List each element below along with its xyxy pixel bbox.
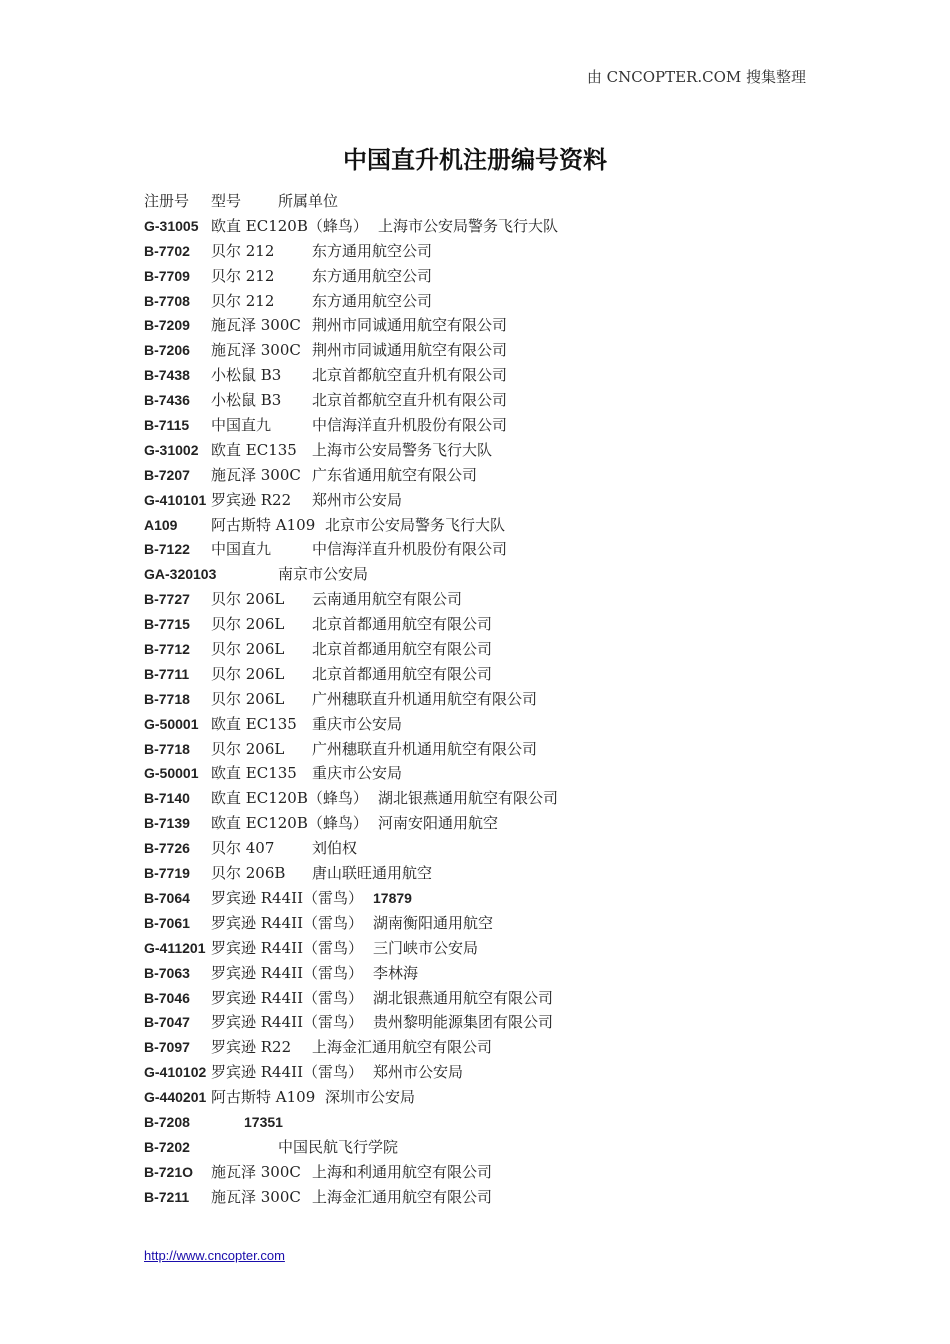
owner-unit: 上海和利通用航空有限公司 <box>312 1162 493 1181</box>
owner-unit: 湖北银燕通用航空有限公司 <box>373 988 554 1007</box>
table-row <box>144 537 824 562</box>
registration-number: B-7702 <box>144 242 190 259</box>
model-name: 阿古斯特 A109 <box>211 1088 316 1107</box>
model-name: 贝尔 407 <box>211 839 275 858</box>
model-name: 罗宾逊 R44II（雷鸟） <box>211 888 364 907</box>
table-row <box>144 861 824 886</box>
registration-number: B-7097 <box>144 1039 190 1056</box>
registration-number: G-31002 <box>144 441 199 458</box>
model-name: 罗宾逊 R22 <box>211 1038 292 1057</box>
owner-unit: 北京首都航空直升机有限公司 <box>312 391 508 410</box>
registration-number: GA-320103 <box>144 566 217 583</box>
column-header-unit: 所属单位 <box>278 192 339 210</box>
table-row <box>144 1010 824 1035</box>
model-name: 罗宾逊 R44II（雷鸟） <box>211 963 364 982</box>
model-name: 贝尔 206L <box>211 615 285 634</box>
owner-unit: 17879 <box>373 889 412 906</box>
owner-unit: 三门峡市公安局 <box>373 938 479 957</box>
model-name: 欧直 EC135 <box>211 714 297 733</box>
registration-number: G-410102 <box>144 1064 207 1081</box>
registration-number: B-7207 <box>144 466 190 483</box>
registration-rows <box>144 214 824 1210</box>
registration-number: G-440201 <box>144 1089 207 1106</box>
model-name: 施瓦泽 300C <box>211 1162 301 1181</box>
table-row <box>144 587 824 612</box>
owner-unit: 东方通用航空公司 <box>312 291 433 310</box>
model-name: 罗宾逊 R22 <box>211 490 292 509</box>
owner-unit: 上海市公安局警务飞行大队 <box>312 440 493 459</box>
model-name: 罗宾逊 R44II（雷鸟） <box>211 988 364 1007</box>
registration-number: B-7436 <box>144 392 190 409</box>
model-name: 贝尔 206B <box>211 864 286 883</box>
registration-number: B-7715 <box>144 616 190 633</box>
owner-unit: 刘伯权 <box>312 839 358 858</box>
table-row <box>144 737 824 762</box>
model-name: 欧直 EC135 <box>211 764 297 783</box>
model-name: 贝尔 212 <box>211 266 275 285</box>
table-row <box>144 712 824 737</box>
model-name: 罗宾逊 R44II（雷鸟） <box>211 1013 364 1032</box>
model-name: 欧直 EC135 <box>211 440 297 459</box>
registration-number: B-7709 <box>144 267 190 284</box>
registration-number: B-7139 <box>144 815 190 832</box>
registration-number: G-411201 <box>144 939 206 956</box>
owner-unit: 重庆市公安局 <box>312 714 403 733</box>
table-row <box>144 612 824 637</box>
registration-number: B-7208 <box>144 1113 190 1130</box>
registration-number: B-7063 <box>144 964 190 981</box>
registration-number: B-7140 <box>144 790 190 807</box>
owner-unit: 广东省通用航空有限公司 <box>312 465 478 484</box>
owner-unit: 荆州市同诚通用航空有限公司 <box>312 316 508 335</box>
owner-unit: 广州穗联直升机通用航空有限公司 <box>312 689 538 708</box>
model-name: 欧直 EC120B（蜂鸟） <box>211 814 368 833</box>
table-row <box>144 1085 824 1110</box>
table-row <box>144 1185 824 1210</box>
owner-unit: 上海市公安局警务飞行大队 <box>378 216 559 235</box>
owner-unit: 东方通用航空公司 <box>312 241 433 260</box>
registration-number: B-7122 <box>144 541 190 558</box>
table-row <box>144 786 824 811</box>
model-name: 小松鼠 B3 <box>211 391 282 410</box>
model-name: 罗宾逊 R44II（雷鸟） <box>211 913 364 932</box>
model-name: 欧直 EC120B（蜂鸟） <box>211 789 368 808</box>
column-header-reg: 注册号 <box>144 192 190 210</box>
table-row <box>144 811 824 836</box>
document-title: 中国直升机注册编号资料 <box>343 146 607 174</box>
table-row <box>144 413 824 438</box>
column-header-model: 型号 <box>211 192 242 210</box>
model-name: 贝尔 212 <box>211 241 275 260</box>
owner-unit: 中国民航飞行学院 <box>278 1137 399 1156</box>
registration-number: B-7047 <box>144 1014 190 1031</box>
owner-unit: 北京首都航空直升机有限公司 <box>312 366 508 385</box>
table-row <box>144 836 824 861</box>
registration-number: B-7115 <box>144 417 190 434</box>
owner-unit: 贵州黎明能源集团有限公司 <box>373 1013 554 1032</box>
owner-unit: 李林海 <box>373 963 419 982</box>
registration-number: B-7708 <box>144 292 190 309</box>
registration-number: B-7718 <box>144 740 190 757</box>
owner-unit: 中信海洋直升机股份有限公司 <box>312 416 508 435</box>
owner-unit: 北京首都通用航空有限公司 <box>312 640 493 659</box>
owner-unit: 南京市公安局 <box>278 565 369 584</box>
registration-number: B-7061 <box>144 914 190 931</box>
registration-number: B-7438 <box>144 367 190 384</box>
table-row <box>144 438 824 463</box>
owner-unit: 中信海洋直升机股份有限公司 <box>312 540 508 559</box>
model-name: 贝尔 212 <box>211 291 275 310</box>
model-name: 贝尔 206L <box>211 689 285 708</box>
registration-number: B-7727 <box>144 591 190 608</box>
model-name: 阿古斯特 A109 <box>211 515 316 534</box>
owner-unit: 郑州市公安局 <box>312 490 403 509</box>
model-name: 施瓦泽 300C <box>211 316 301 335</box>
model-name: 罗宾逊 R44II（雷鸟） <box>211 1063 364 1082</box>
table-row <box>144 338 824 363</box>
model-name: 施瓦泽 300C <box>211 341 301 360</box>
column-header-row <box>144 189 824 214</box>
table-row <box>144 886 824 911</box>
registration-number: G-31005 <box>144 217 199 234</box>
model-name: 欧直 EC120B（蜂鸟） <box>211 216 368 235</box>
table-row <box>144 488 824 513</box>
owner-unit: 东方通用航空公司 <box>312 266 433 285</box>
model-name: 贝尔 206L <box>211 739 285 758</box>
owner-unit: 郑州市公安局 <box>373 1063 464 1082</box>
owner-unit: 唐山联旺通用航空 <box>312 864 433 883</box>
registration-number: B-7209 <box>144 317 190 334</box>
table-row <box>144 264 824 289</box>
model-name: 贝尔 206L <box>211 664 285 683</box>
owner-unit: 上海金汇通用航空有限公司 <box>312 1187 493 1206</box>
model-name: 中国直九 <box>211 416 272 435</box>
registration-number: G-50001 <box>144 715 199 732</box>
table-row <box>144 1135 824 1160</box>
page-header: 由 CNCOPTER.COM 搜集整理 <box>586 68 806 86</box>
registration-number: B-7726 <box>144 840 190 857</box>
table-row <box>144 1160 824 1185</box>
owner-unit: 河南安阳通用航空 <box>378 814 499 833</box>
table-row <box>144 961 824 986</box>
table-row <box>144 363 824 388</box>
model-name: 罗宾逊 R44II（雷鸟） <box>211 938 364 957</box>
owner-unit: 广州穗联直升机通用航空有限公司 <box>312 739 538 758</box>
owner-unit: 北京市公安局警务飞行大队 <box>325 515 506 534</box>
owner-unit: 云南通用航空有限公司 <box>312 590 463 609</box>
registration-number: B-7046 <box>144 989 190 1006</box>
table-row <box>144 986 824 1011</box>
table-row <box>144 463 824 488</box>
table-row <box>144 911 824 936</box>
table-row <box>144 662 824 687</box>
table-row <box>144 687 824 712</box>
model-name: 中国直九 <box>211 540 272 559</box>
table-row <box>144 936 824 961</box>
registration-number: G-50001 <box>144 765 199 782</box>
registration-number: B-7202 <box>144 1138 190 1155</box>
table-row <box>144 761 824 786</box>
table-row <box>144 562 824 587</box>
model-name: 施瓦泽 300C <box>211 1187 301 1206</box>
table-row <box>144 214 824 239</box>
owner-unit: 上海金汇通用航空有限公司 <box>312 1038 493 1057</box>
model-name: 贝尔 206L <box>211 640 285 659</box>
owner-unit: 北京首都通用航空有限公司 <box>312 664 493 683</box>
registration-number: B-7712 <box>144 641 190 658</box>
owner-unit: 荆州市同诚通用航空有限公司 <box>312 341 508 360</box>
registration-number: B-7719 <box>144 865 190 882</box>
owner-unit: 重庆市公安局 <box>312 764 403 783</box>
table-row <box>144 1060 824 1085</box>
model-name: 施瓦泽 300C <box>211 465 301 484</box>
registration-number: G-410101 <box>144 491 207 508</box>
owner-unit: 深圳市公安局 <box>325 1088 416 1107</box>
model-name: 小松鼠 B3 <box>211 366 282 385</box>
registration-number: B-7064 <box>144 889 190 906</box>
table-row <box>144 388 824 413</box>
owner-unit: 湖南衡阳通用航空 <box>373 913 494 932</box>
registration-number: B-7711 <box>144 665 190 682</box>
registration-list <box>144 189 824 1210</box>
table-row <box>144 289 824 314</box>
table-row <box>144 313 824 338</box>
table-row <box>144 637 824 662</box>
registration-number: B-721O <box>144 1163 194 1180</box>
registration-number: B-7211 <box>144 1188 190 1205</box>
owner-unit: 17351 <box>244 1113 283 1130</box>
footer-link[interactable]: http://www.cncopter.com <box>144 1248 285 1263</box>
registration-number: B-7206 <box>144 342 190 359</box>
table-row <box>144 239 824 264</box>
model-name: 贝尔 206L <box>211 590 285 609</box>
table-row <box>144 1035 824 1060</box>
owner-unit: 湖北银燕通用航空有限公司 <box>378 789 559 808</box>
table-row <box>144 513 824 538</box>
table-row <box>144 1110 824 1135</box>
owner-unit: 北京首都通用航空有限公司 <box>312 615 493 634</box>
registration-number: B-7718 <box>144 690 190 707</box>
registration-number: A109 <box>144 516 178 533</box>
